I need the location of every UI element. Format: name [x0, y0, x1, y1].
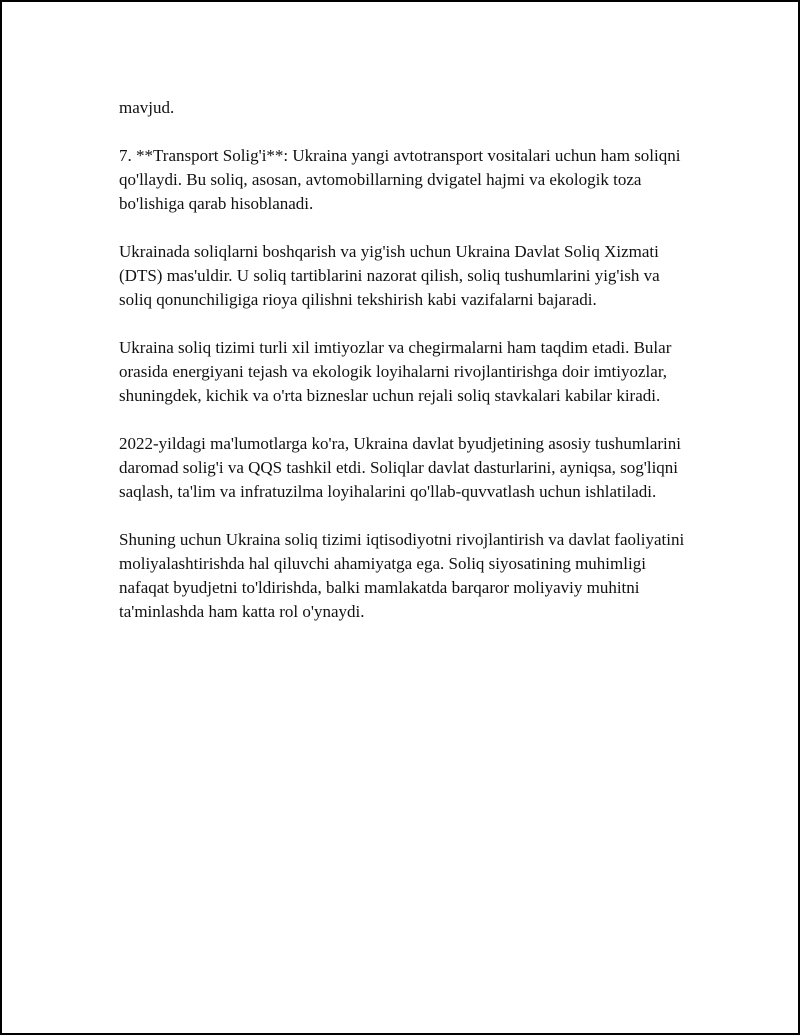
- paragraph-tax-benefits: Ukraina soliq tizimi turli xil imtiyozlar va chegirmalarni ham taqdim etadi. Bular orasida energiyani tejash va ekologik loyihalarni rivojlantirishga doir imtiyozlar, shuningdek, kichik va o'rta bizneslar uchun rejali soliq stavkalari kabilar kiradi.: [119, 338, 672, 405]
- paragraph-conclusion: Shuning uchun Ukraina soliq tizimi iqtisodiyotni rivojlantirish va davlat faoliyatini moliyalashtirishda hal qiluvchi ahamiyatga ega. Soliq siyosatining muhimligi nafaqat byudjetni to'ldirishda, balki mamlakatda barqaror moliyaviy muhitni ta'minlashda ham katta rol o'ynaydi.: [119, 530, 685, 621]
- paragraph-budget-2022: 2022-yildagi ma'lumotlarga ko'ra, Ukraina davlat byudjetining asosiy tushumlarini daromad solig'i va QQS tashkil etdi. Soliqlar davlat dasturlarini, ayniqsa, sog'liqni saqlash, ta'lim va infratuzilma loyihalarini qo'llab-quvvatlash uchun ishlatiladi.: [119, 434, 681, 501]
- paragraph-transport-tax: 7. **Transport Solig'i**: Ukraina yangi avtotransport vositalari uchun ham soliqni qo'llaydi. Bu soliq, asosan, avtomobillarning dvigatel hajmi va ekologik toza bo'lishiga qarab hisoblanadi.: [119, 146, 681, 213]
- document-body: [119, 96, 689, 648]
- paragraph-tax-service: Ukrainada soliqlarni boshqarish va yig'ish uchun Ukraina Davlat Soliq Xizmati (DTS) mas'uldir. U soliq tartiblarini nazorat qilish, soliq tushumlarini yig'ish va soliq qonunchiligiga rioya qilishni tekshirish kabi vazifalarni bajaradi.: [119, 242, 660, 309]
- paragraph-continuation: mavjud.: [119, 98, 175, 117]
